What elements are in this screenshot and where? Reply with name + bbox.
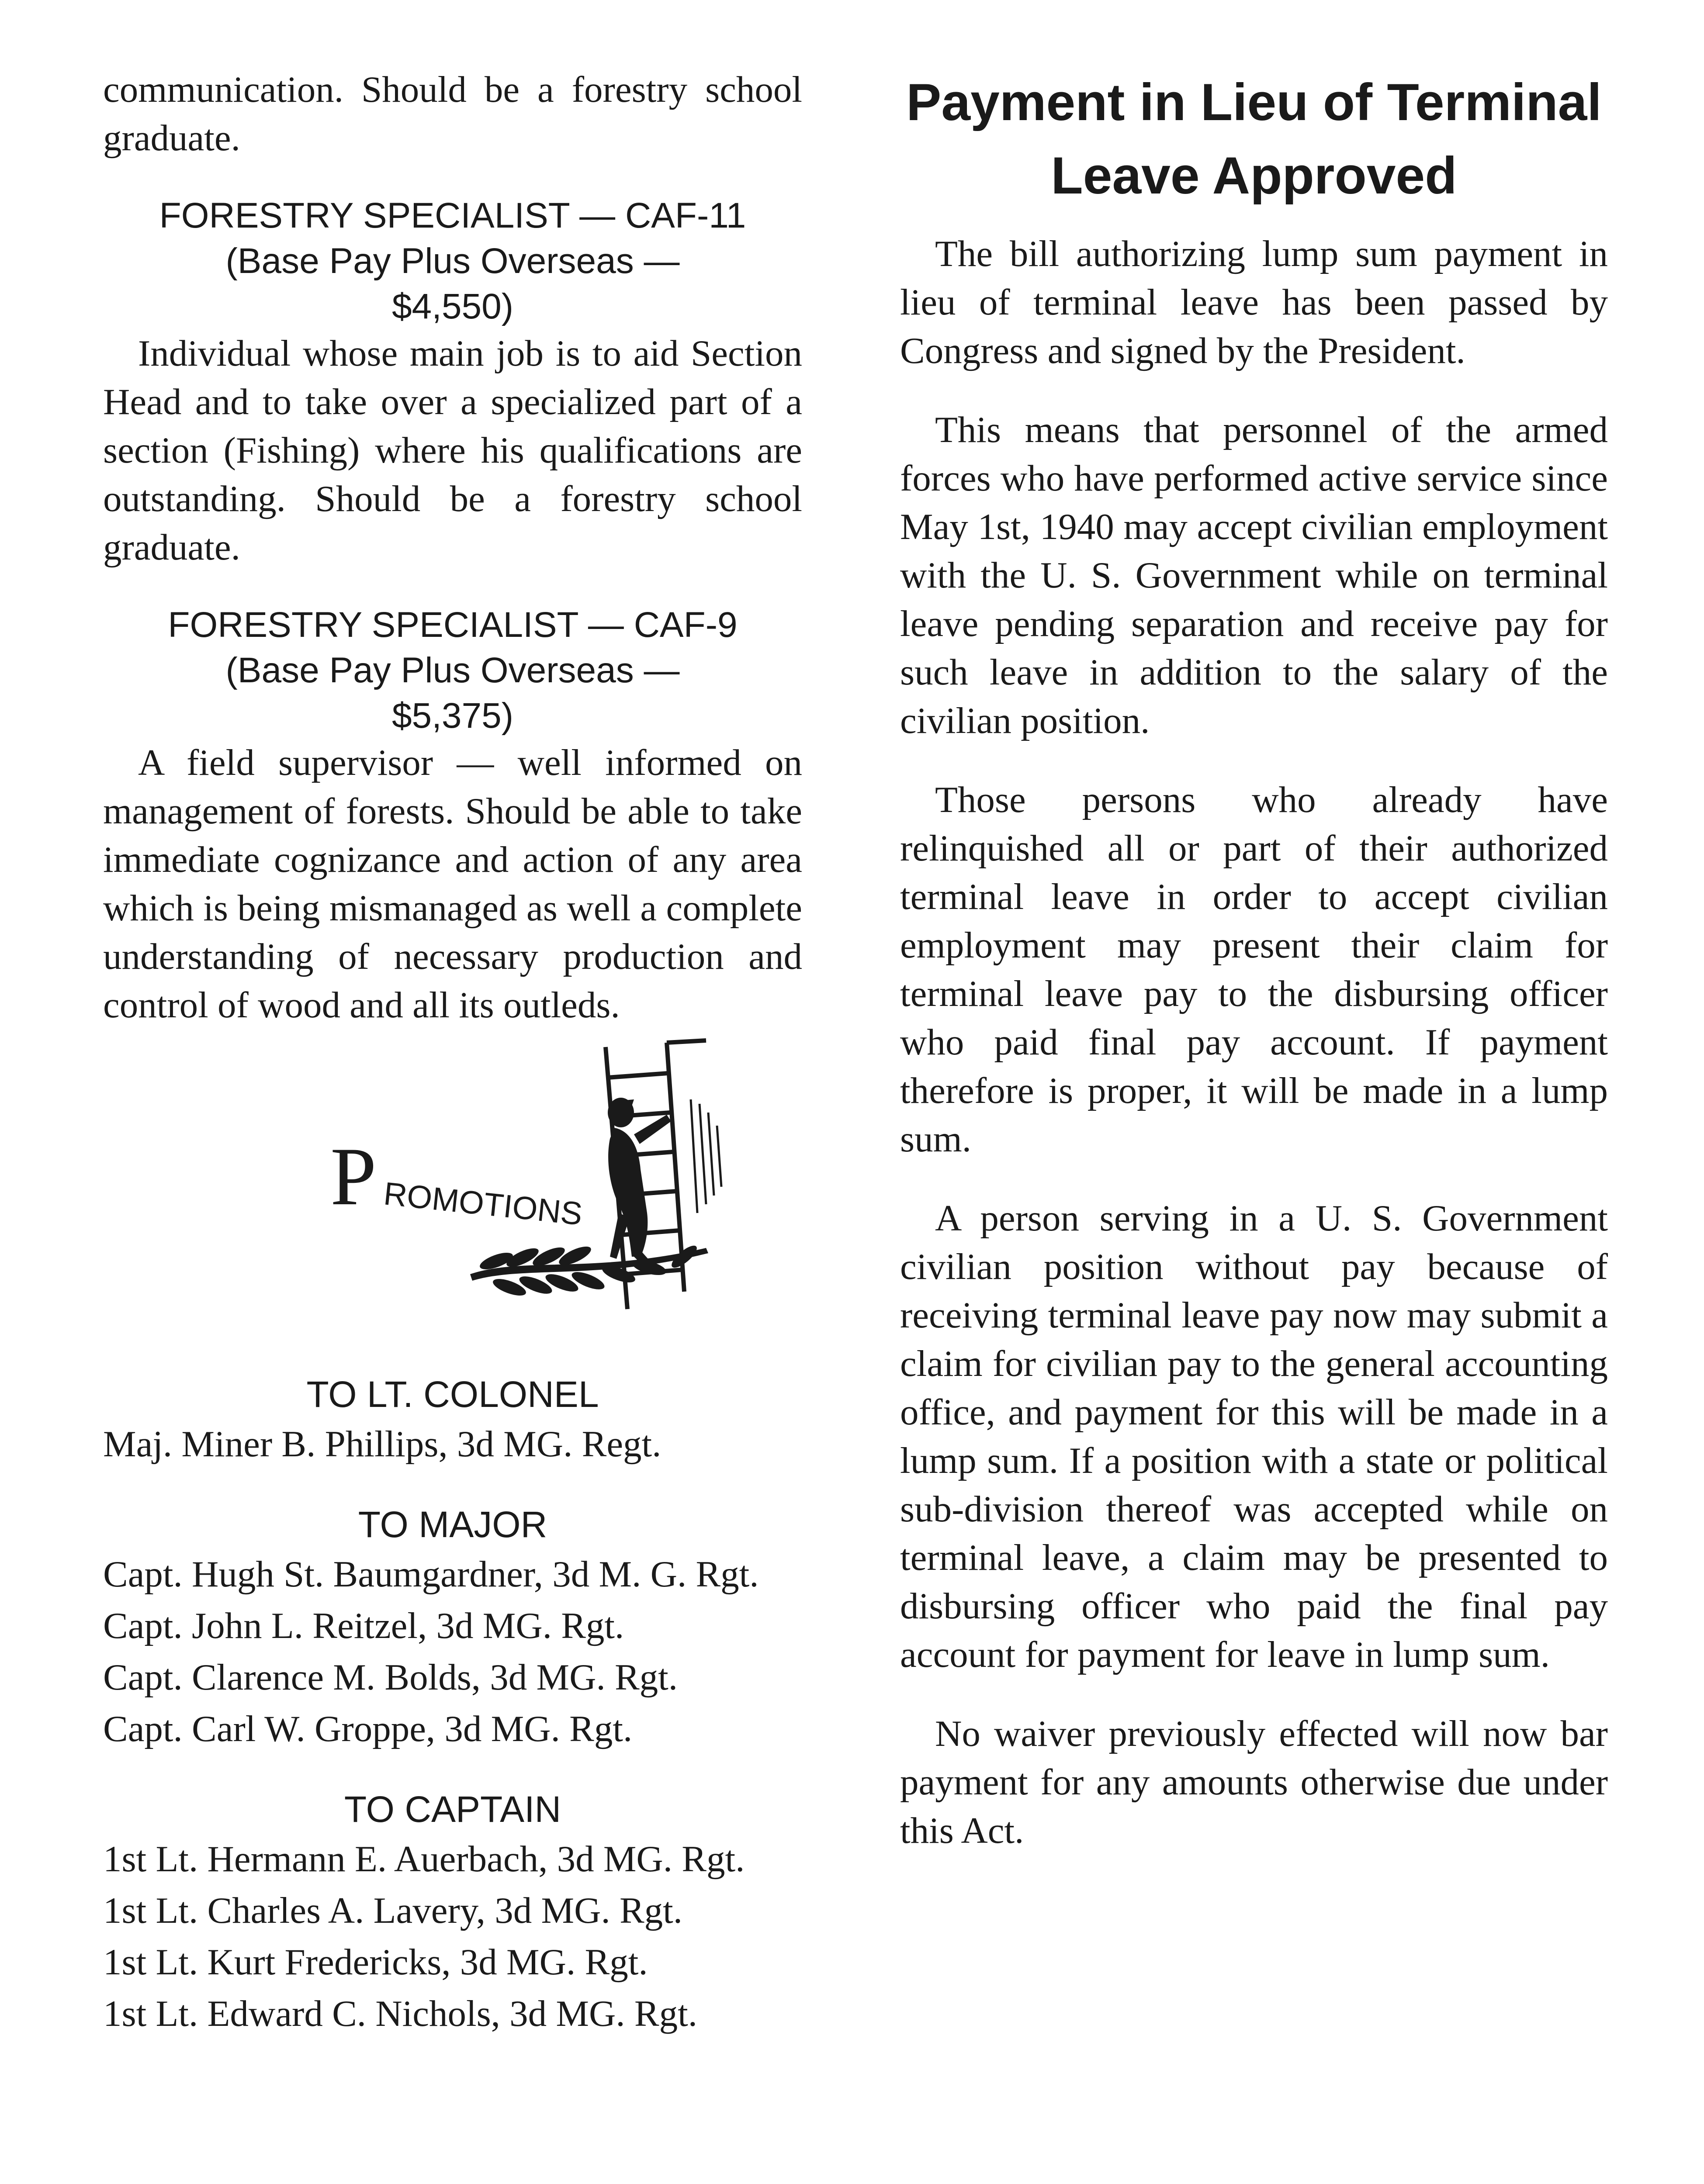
article-paragraph: A person serving in a U. S. Government civilian position without pay because of receiving terminal leave pay now may submit a claim for civilian pay to the general accounting office, and payment for this will be made in a lump sum. If a position with a state or political sub-division thereof was accepted while on terminal leave, a claim may be presented to disbursing officer who paid the final pay account for payment for leave in lump sum.: [900, 1198, 1608, 1675]
job-posting: [103, 193, 802, 572]
promotion-group: [103, 1785, 802, 2039]
job-pay-line: (Base Pay Plus Overseas —: [225, 241, 680, 281]
job-pay-amount: $5,375): [391, 696, 514, 736]
promotion-entry: Capt. John L. Reitzel, 3d MG. Rgt.: [103, 1605, 624, 1646]
promotions-illustration: [103, 1030, 802, 1370]
job-description: Individual whose main job is to aid Section Head and to take over a specialized part of a section (Fishing) where his qualifications are outstanding. Should be a forestry school graduate.: [103, 333, 802, 568]
article-paragraph: Those persons who already have relinquished all or part of their authorized terminal leave in order to accept civilian employment may present their claim for terminal leave pay to the disbursing officer who paid final pay account. If payment therefore is proper, it will be made in a lump sum.: [900, 779, 1608, 1160]
article-title: [900, 66, 1608, 212]
job-description: A field supervisor — well informed on management of forests. Should be able to take immediate cognizance and action of any area which is being mismanaged as well a complete understanding of necessary production and control of wood and all its outleds.: [103, 742, 802, 1026]
promotion-entry: 1st Lt. Charles A. Lavery, 3d MG. Rgt.: [103, 1890, 683, 1931]
promotion-entry: Maj. Miner B. Phillips, 3d MG. Regt.: [103, 1424, 662, 1465]
promotion-rank-heading: TO MAJOR: [358, 1504, 547, 1545]
promotion-entry: 1st Lt. Edward C. Nichols, 3d MG. Rgt.: [103, 1993, 697, 2034]
intro-text: communication. Should be a forestry school graduate.: [103, 69, 802, 159]
promotion-entry: 1st Lt. Kurt Fredericks, 3d MG. Rgt.: [103, 1942, 648, 1983]
promotion-entry: Capt. Hugh St. Baumgardner, 3d M. G. Rgt.: [103, 1554, 759, 1595]
promotion-entry: Capt. Carl W. Groppe, 3d MG. Rgt.: [103, 1708, 633, 1749]
left-column: [103, 66, 802, 2039]
promotion-rank-heading: TO LT. COLONEL: [306, 1374, 599, 1415]
job-posting: [103, 602, 802, 1030]
article-paragraph: No waiver previously effected will now bar payment for any amounts otherwise due under this Act.: [900, 1713, 1608, 1851]
job-pay-line: (Base Pay Plus Overseas —: [225, 650, 680, 690]
article-title-line: Payment in Lieu of Terminal: [906, 73, 1602, 131]
job-title: FORESTRY SPECIALIST — CAF-9: [168, 605, 738, 645]
promotions-initial: P: [330, 1131, 377, 1223]
article-paragraph: This means that personnel of the armed forces who have performed active service since May 1st, 1940 may accept civilian employment with the U. S. Government while on terminal leave pending separation and receive pay for such leave in addition to the salary of the civilian position.: [900, 409, 1608, 741]
article-title-line: Leave Approved: [1051, 146, 1457, 205]
job-pay-amount: $4,550): [391, 287, 514, 326]
promotion-rank-heading: TO CAPTAIN: [344, 1789, 561, 1830]
article-paragraph: The bill authorizing lump sum payment in lieu of terminal leave has been passed by Congress and signed by the President.: [900, 233, 1608, 371]
promotion-group: [103, 1370, 802, 1470]
promotion-entry: 1st Lt. Hermann E. Auerbach, 3d MG. Rgt.: [103, 1838, 745, 1880]
job-title: FORESTRY SPECIALIST — CAF-11: [159, 196, 746, 235]
climbing-man-ladder-icon: [103, 1030, 802, 1370]
promotions-graphic-text: ROMOTIONS: [382, 1175, 584, 1232]
promotion-group: [103, 1500, 802, 1755]
promotion-entry: Capt. Clarence M. Bolds, 3d MG. Rgt.: [103, 1657, 678, 1698]
right-column: [900, 66, 1608, 1855]
